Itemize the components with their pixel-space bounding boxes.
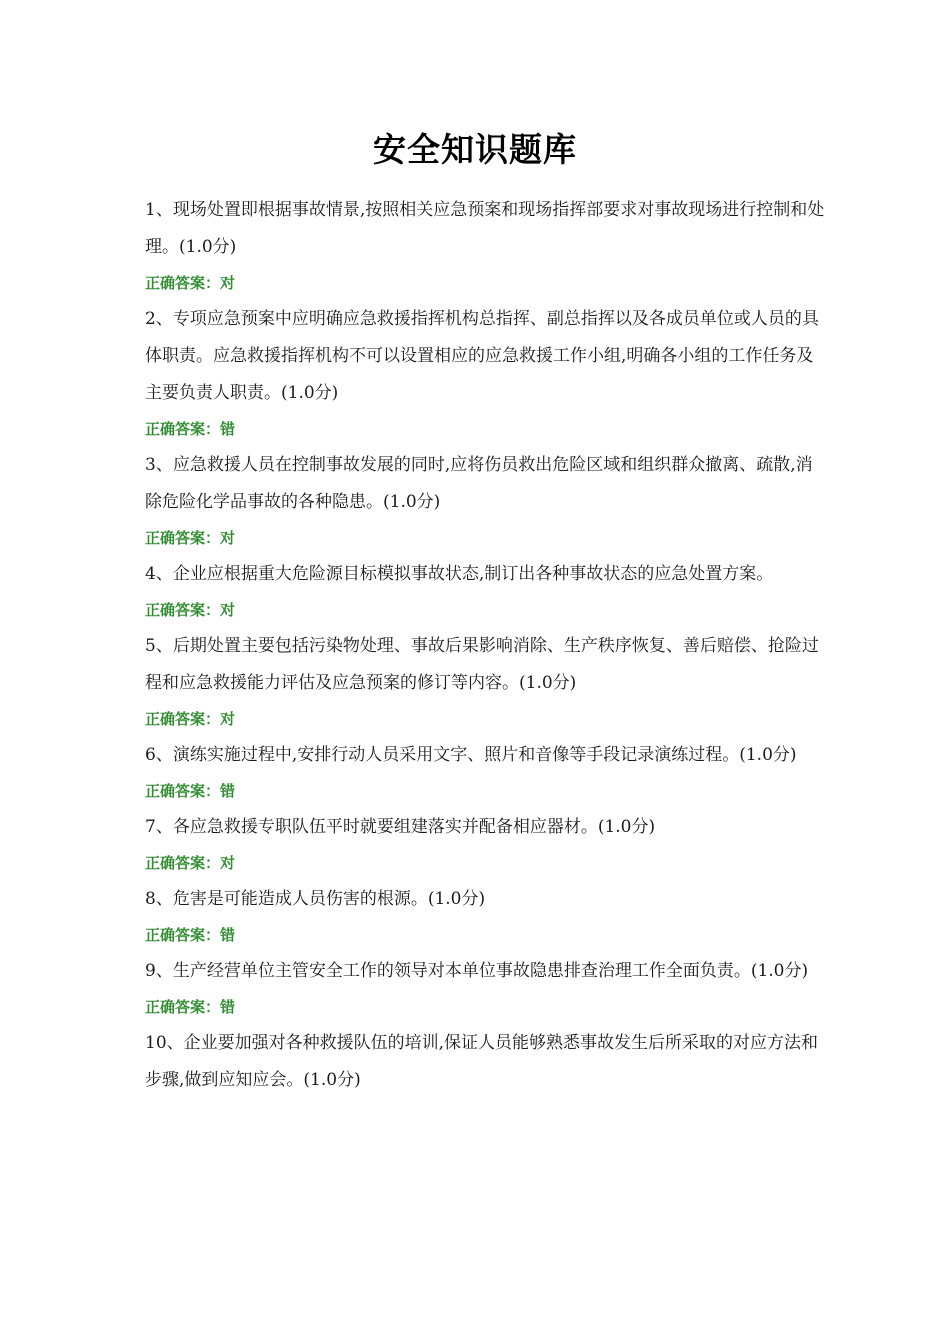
question-6: 6、演练实施过程中,安排行动人员采用文字、照片和音像等手段记录演练过程。(1.0分) [145, 745, 797, 765]
answer-7: 正确答案：对 [145, 854, 236, 872]
question-9: 9、生产经营单位主管安全工作的领导对本单位事故隐患排查治理工作全面负责。(1.0分) [145, 961, 809, 981]
answer-9: 正确答案：错 [145, 998, 236, 1016]
answer-8: 正确答案：错 [145, 926, 236, 944]
answer-5: 正确答案：对 [145, 710, 236, 728]
question-5: 5、后期处置主要包括污染物处理、事故后果影响消除、生产秩序恢复、善后赔偿、抢险过程和应急救援能力评估及应急预案的修订等内容。(1.0分) [145, 636, 819, 693]
question-2: 2、专项应急预案中应明确应急救援指挥机构总指挥、副总指挥以及各成员单位或人员的具体职责。应急救援指挥机构不可以设置相应的应急救援工作小组,明确各小组的工作任务及主要负责人职责。(1.0分) [145, 309, 819, 403]
page-title: 安全知识题库 [373, 130, 577, 169]
question-3: 3、应急救援人员在控制事故发展的同时,应将伤员救出危险区域和组织群众撤离、疏散,消除危险化学品事故的各种隐患。(1.0分) [145, 455, 813, 512]
question-list [145, 192, 825, 1099]
question-7: 7、各应急救援专职队伍平时就要组建落实并配备相应器材。(1.0分) [145, 817, 656, 837]
question-8: 8、危害是可能造成人员伤害的根源。(1.0分) [145, 889, 486, 909]
question-10: 10、企业要加强对各种救援队伍的培训,保证人员能够熟悉事故发生后所采取的对应方法和步骤,做到应知应会。(1.0分) [145, 1033, 819, 1090]
answer-2: 正确答案：错 [145, 420, 236, 438]
answer-3: 正确答案：对 [145, 529, 236, 547]
answer-4: 正确答案：对 [145, 601, 236, 619]
question-4: 4、企业应根据重大危险源目标模拟事故状态,制订出各种事故状态的应急处置方案。 [145, 564, 774, 584]
answer-6: 正确答案：错 [145, 782, 236, 800]
question-1: 1、现场处置即根据事故情景,按照相关应急预案和现场指挥部要求对事故现场进行控制和处理。(1.0分) [145, 200, 825, 257]
answer-1: 正确答案：对 [145, 274, 236, 292]
